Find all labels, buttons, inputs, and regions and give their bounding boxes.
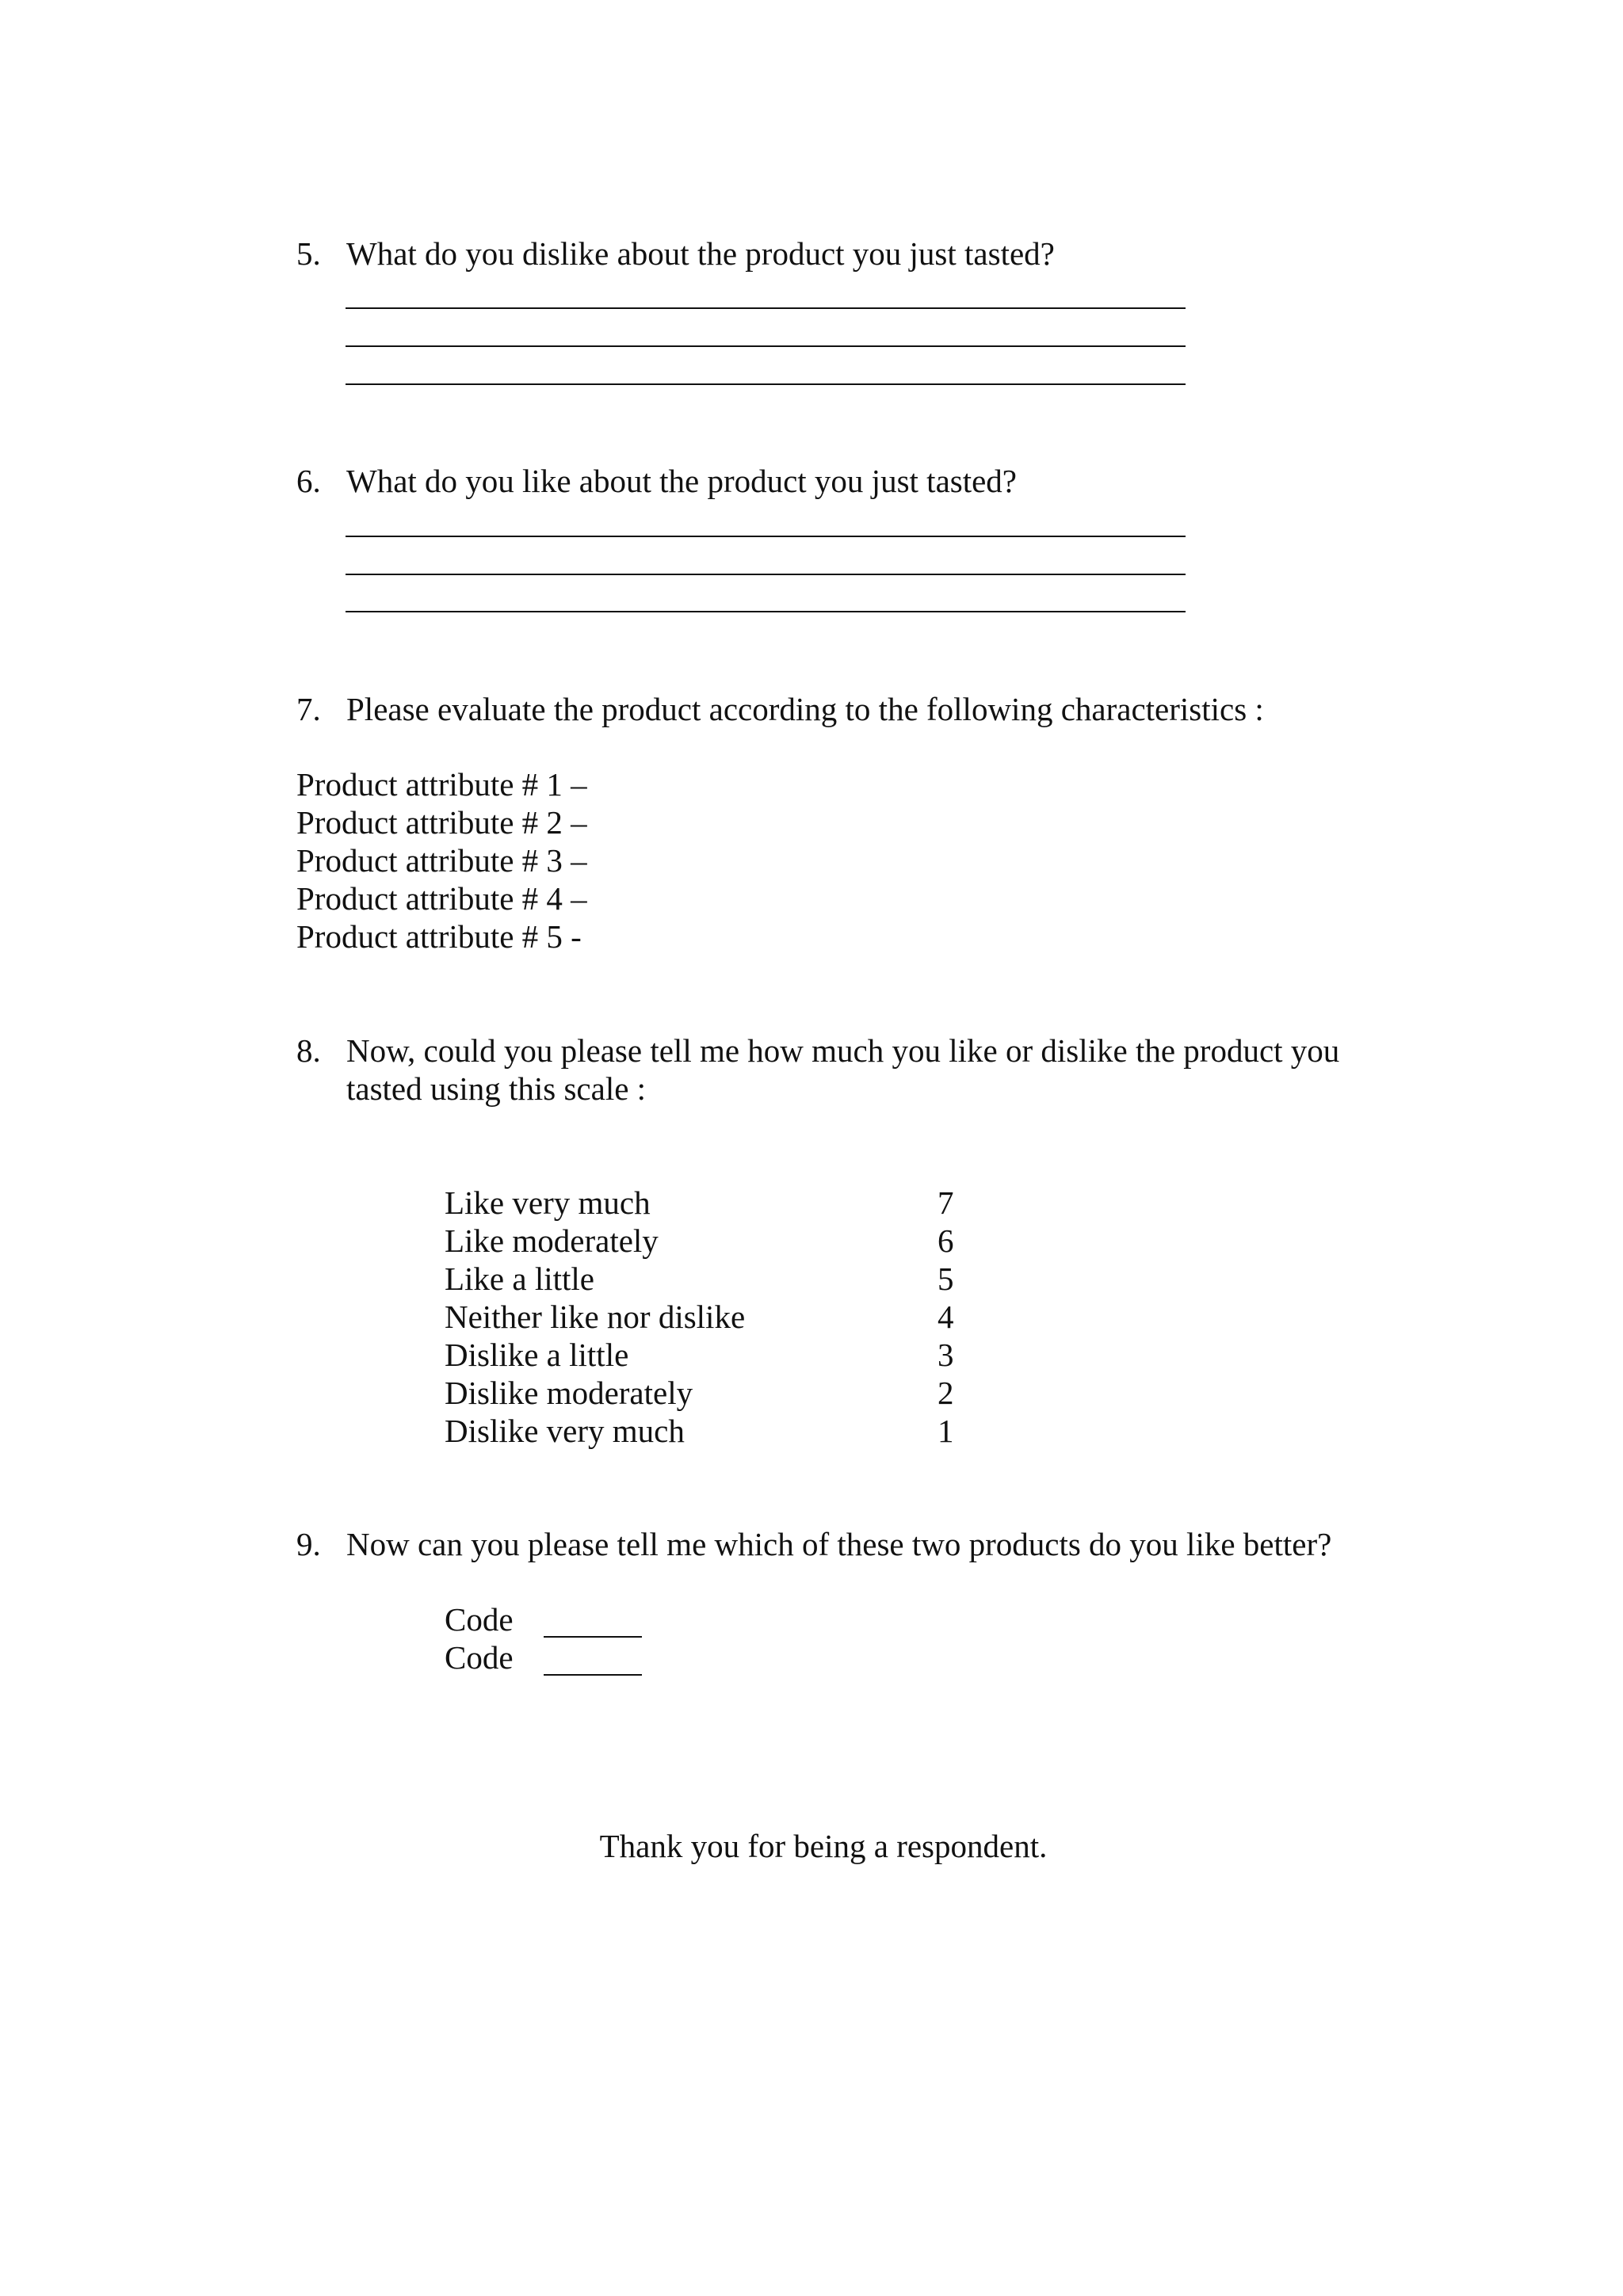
question-number: 9.	[296, 1526, 321, 1562]
scale-label: Like very much	[445, 1184, 651, 1221]
scale-value[interactable]: 4	[938, 1299, 954, 1335]
scale-value[interactable]: 1	[938, 1413, 954, 1449]
scale-value[interactable]: 2	[938, 1375, 954, 1411]
answer-line-q5-1[interactable]	[346, 307, 1186, 309]
scale-value[interactable]: 7	[938, 1184, 954, 1221]
question-number: 7.	[296, 691, 321, 727]
question-number: 6.	[296, 463, 321, 499]
answer-line-q5-3[interactable]	[346, 383, 1186, 385]
answer-line-q6-3[interactable]	[346, 611, 1186, 612]
closing-message: Thank you for being a respondent.	[599, 1828, 1048, 1864]
question-8-continuation: tasted using this scale :	[346, 1070, 647, 1107]
question-text: What do you like about the product you just tasted?	[346, 463, 1018, 499]
answer-line-q6-2[interactable]	[346, 574, 1186, 575]
scale-label: Like a little	[445, 1261, 594, 1297]
code-label-1: Code	[445, 1601, 514, 1638]
question-9	[296, 1525, 1331, 1563]
question-number: 5.	[296, 235, 321, 272]
code-label-2: Code	[445, 1639, 514, 1676]
scale-label: Like moderately	[445, 1222, 659, 1259]
question-number: 8.	[296, 1032, 321, 1069]
product-attribute-3: Product attribute # 3 –	[296, 842, 587, 879]
answer-line-q5-2[interactable]	[346, 345, 1186, 347]
scale-value[interactable]: 3	[938, 1337, 954, 1373]
question-text: What do you dislike about the product you just tasted?	[346, 235, 1055, 272]
product-attribute-2: Product attribute # 2 –	[296, 804, 587, 841]
code-blank-2[interactable]	[544, 1674, 642, 1676]
question-text: Please evaluate the product according to the following characteristics :	[346, 691, 1264, 727]
scale-label: Dislike moderately	[445, 1375, 693, 1411]
product-attribute-5: Product attribute # 5 -	[296, 918, 582, 955]
question-text: Now, could you please tell me how much you like or dislike the product you	[346, 1032, 1340, 1069]
code-blank-1[interactable]	[544, 1636, 642, 1638]
product-attribute-1: Product attribute # 1 –	[296, 766, 587, 803]
scale-label: Dislike very much	[445, 1413, 685, 1449]
question-8	[296, 1032, 1339, 1070]
question-6	[296, 462, 1017, 500]
question-7	[296, 690, 1264, 728]
answer-line-q6-1[interactable]	[346, 536, 1186, 537]
question-text: Now can you please tell me which of these two products do you like better?	[346, 1526, 1332, 1562]
question-5	[296, 235, 1055, 273]
scale-label: Neither like nor dislike	[445, 1299, 746, 1335]
scale-label: Dislike a little	[445, 1337, 629, 1373]
scale-value[interactable]: 5	[938, 1261, 954, 1297]
product-attribute-4: Product attribute # 4 –	[296, 880, 587, 917]
scale-value[interactable]: 6	[938, 1222, 954, 1259]
